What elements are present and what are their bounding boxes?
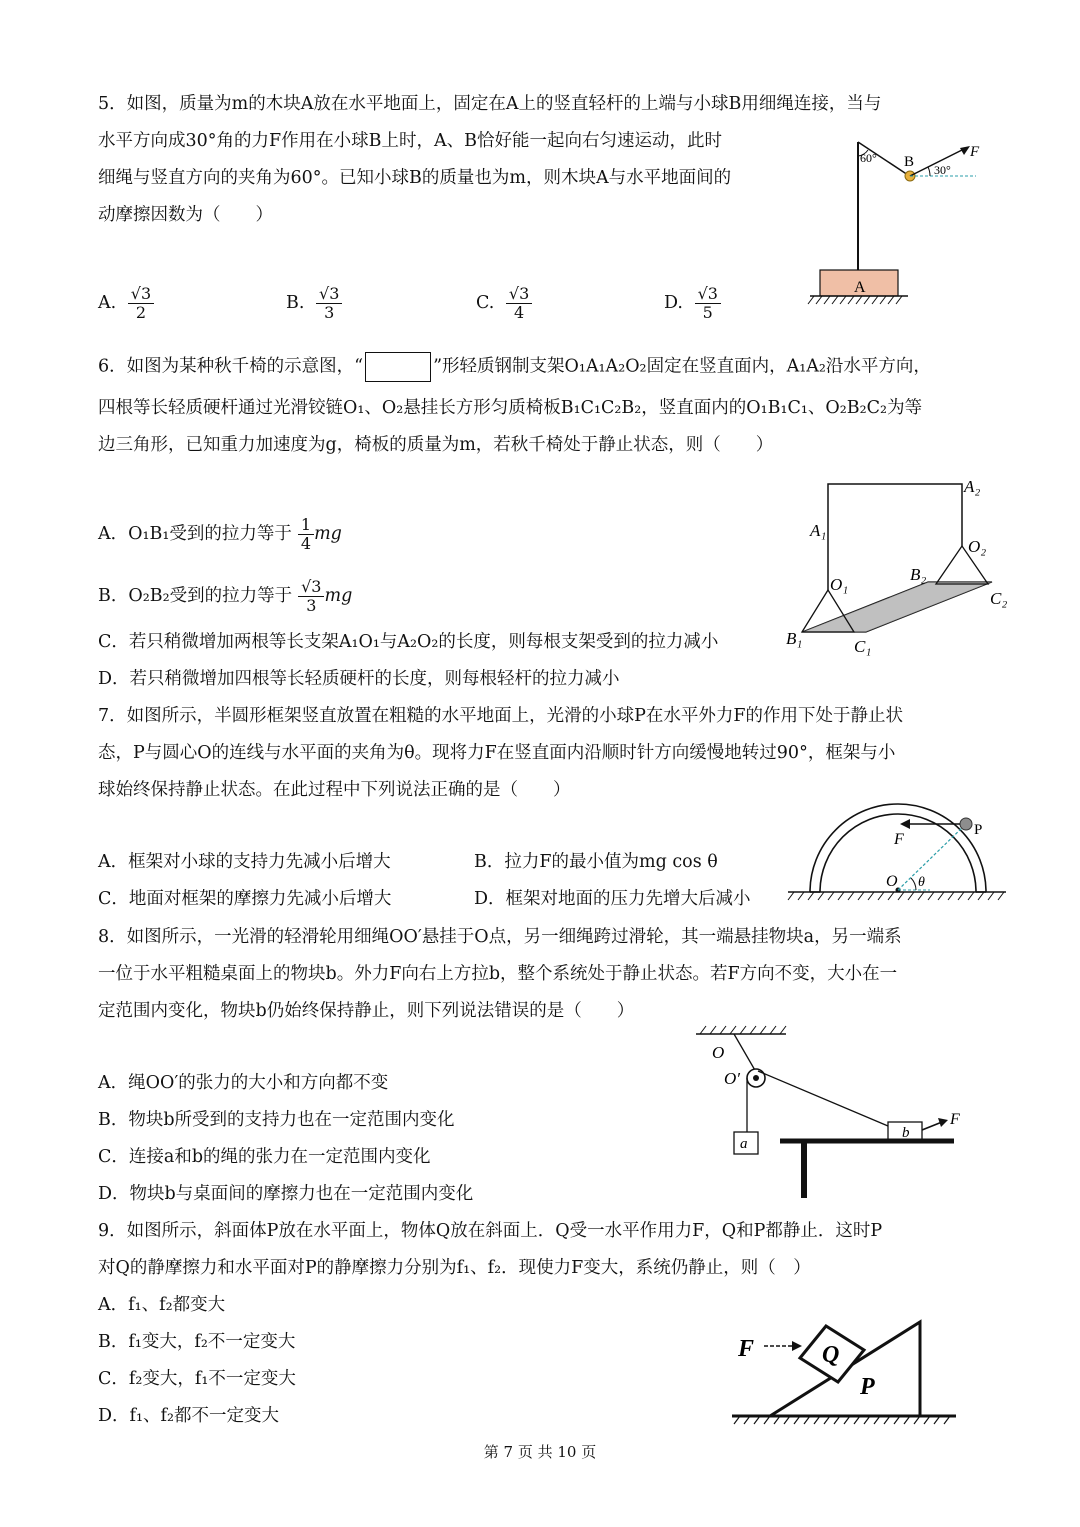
q5-option-b: B. $\frac{√3}{3}$ <box>286 285 342 322</box>
q9-option-b: B．f₁变大，f₂不一定变大 <box>98 1332 296 1352</box>
q6-line-1: 6．如图为某种秋千椅的示意图，“ ”形轻质钢制支架O₁A₁A₂O₂固定在竖直面内，A₁A₂沿水平方向， <box>98 352 931 382</box>
q7-option-a: A．框架对小球的支持力先减小后增大 <box>98 852 391 872</box>
q8-option-c: C．连接a和b的绳的张力在一定范围内变化 <box>98 1147 431 1167</box>
q5-line-3: 细绳与竖直方向的夹角为60°。已知小球B的质量也为m，则木块A与水平地面间的 <box>98 168 732 188</box>
q6-option-d: D．若只稍微增加四根等长轻质硬杆的长度，则每根轻杆的拉力减小 <box>98 669 620 689</box>
svg-text:O′: O′ <box>724 1069 740 1088</box>
svg-text:θ: θ <box>918 875 925 890</box>
svg-text:a: a <box>740 1136 748 1152</box>
svg-text:F: F <box>970 144 980 160</box>
svg-text:P: P <box>860 1374 875 1400</box>
q9-figure <box>730 1310 990 1430</box>
svg-text:O₁: O₁ <box>830 575 849 594</box>
svg-text:30°: 30° <box>934 163 951 177</box>
q8-line-2: 一位于水平粗糙桌面上的物块b。外力F向右上方拉b，整个系统处于静止状态。若F方向不变，大小在一 <box>98 964 898 984</box>
q6-line-3: 边三角形，已知重力加速度为g，椅板的质量为m，若秋千椅处于静止状态，则（ ） <box>98 435 774 455</box>
q5-line-2: 水平方向成30°角的力F作用在小球B上时，A、B恰好能一起向右匀速运动，此时 <box>98 131 723 151</box>
q6-line-2: 四根等长轻质硬杆通过光滑铰链O₁、O₂悬挂长方形匀质椅板B₁C₁C₂B₂，竖直面内的O₁B₁C₁、O₂B₂C₂为等 <box>98 398 923 418</box>
svg-text:O: O <box>886 873 898 890</box>
q5-line-1: 5．如图，质量为m的木块A放在水平地面上，固定在A上的竖直轻杆的上端与小球B用细绳连接，当与 <box>98 94 882 114</box>
page-footer: 第 7 页 共 10 页 <box>483 1443 597 1461</box>
svg-text:A: A <box>854 279 866 296</box>
frame-shape-box <box>365 352 431 382</box>
q6-option-c: C．若只稍微增加两根等长支架A₁O₁与A₂O₂的长度，则每根支架受到的拉力减小 <box>98 632 719 652</box>
q6-option-b: B．O₂B₂受到的拉力等于 $\frac{√3}{3}$ mg <box>98 577 353 615</box>
svg-text:F: F <box>950 1111 960 1128</box>
svg-text:B₁: B₁ <box>786 629 803 648</box>
q8-line-3: 定范围内变化，物块b仍始终保持静止，则下列说法错误的是（ ） <box>98 1001 635 1021</box>
q9-option-d: D．f₁、f₂都不一定变大 <box>98 1406 280 1426</box>
svg-text:F: F <box>738 1336 755 1362</box>
q6-option-a: A．O₁B₁受到的拉力等于 $\frac{1}{4}$ mg <box>98 515 342 553</box>
q7-line-1: 7．如图所示，半圆形框架竖直放置在粗糙的水平地面上，光滑的小球P在水平外力F的作用下处于静止状 <box>98 706 904 726</box>
q7-option-d: D．框架对地面的压力先增大后减小 <box>474 889 751 909</box>
q5-line-4: 动摩擦因数为（ ） <box>98 205 273 225</box>
svg-text:60°: 60° <box>860 151 877 165</box>
q5-option-d: D. $\frac{√3}{5}$ <box>664 285 721 322</box>
q6-figure <box>780 472 1020 662</box>
q8-option-d: D．物块b与桌面间的摩擦力也在一定范围内变化 <box>98 1184 474 1204</box>
q8-option-a: A．绳OO′的张力的大小和方向都不变 <box>98 1073 389 1093</box>
svg-text:P: P <box>974 822 983 838</box>
q7-line-3: 球始终保持静止状态。在此过程中下列说法正确的是（ ） <box>98 780 571 800</box>
svg-text:B₂: B₂ <box>910 565 927 584</box>
q9-line-1: 9．如图所示，斜面体P放在水平面上，物体Q放在斜面上．Q受一水平作用力F，Q和P都静止．这时P <box>98 1221 883 1241</box>
q9-line-2: 对Q的静摩擦力和水平面对P的静摩擦力分别为f₁、f₂．现使力F变大，系统仍静止，则（ ） <box>98 1258 811 1278</box>
svg-text:C₂: C₂ <box>990 589 1008 608</box>
q5-option-a: A. $\frac{√3}{2}$ <box>98 285 154 322</box>
q9-option-a: A．f₁、f₂都变大 <box>98 1295 226 1315</box>
q5-option-c: C. $\frac{√3}{4}$ <box>476 285 532 322</box>
svg-text:Q: Q <box>822 1342 840 1368</box>
svg-text:A₁: A₁ <box>810 521 827 540</box>
q7-option-b: B．拉力F的最小值为mg cos θ <box>474 852 718 872</box>
q7-line-2: 态，P与圆心O的连线与水平面的夹角为θ。现将力F在竖直面内沿顺时针方向缓慢地转过90°，框架与小 <box>98 743 896 763</box>
svg-text:b: b <box>902 1125 910 1141</box>
q5-figure <box>800 130 1000 310</box>
q9-option-c: C．f₂变大，f₁不一定变大 <box>98 1369 296 1389</box>
q8-figure <box>690 1020 980 1205</box>
svg-text:O₂: O₂ <box>968 537 987 556</box>
svg-text:C₁: C₁ <box>854 637 872 656</box>
q8-line-1: 8．如图所示，一光滑的轻滑轮用细绳OO′悬挂于O点，另一细绳跨过滑轮，其一端悬挂物块a，另一端系 <box>98 927 902 947</box>
svg-text:B: B <box>904 154 915 170</box>
q8-option-b: B．物块b所受到的支持力也在一定范围内变化 <box>98 1110 455 1130</box>
q7-figure <box>780 800 1020 915</box>
svg-text:F: F <box>894 831 904 848</box>
svg-text:O: O <box>712 1043 725 1062</box>
q7-option-c: C．地面对框架的摩擦力先减小后增大 <box>98 889 392 909</box>
svg-text:A₂: A₂ <box>964 477 981 496</box>
